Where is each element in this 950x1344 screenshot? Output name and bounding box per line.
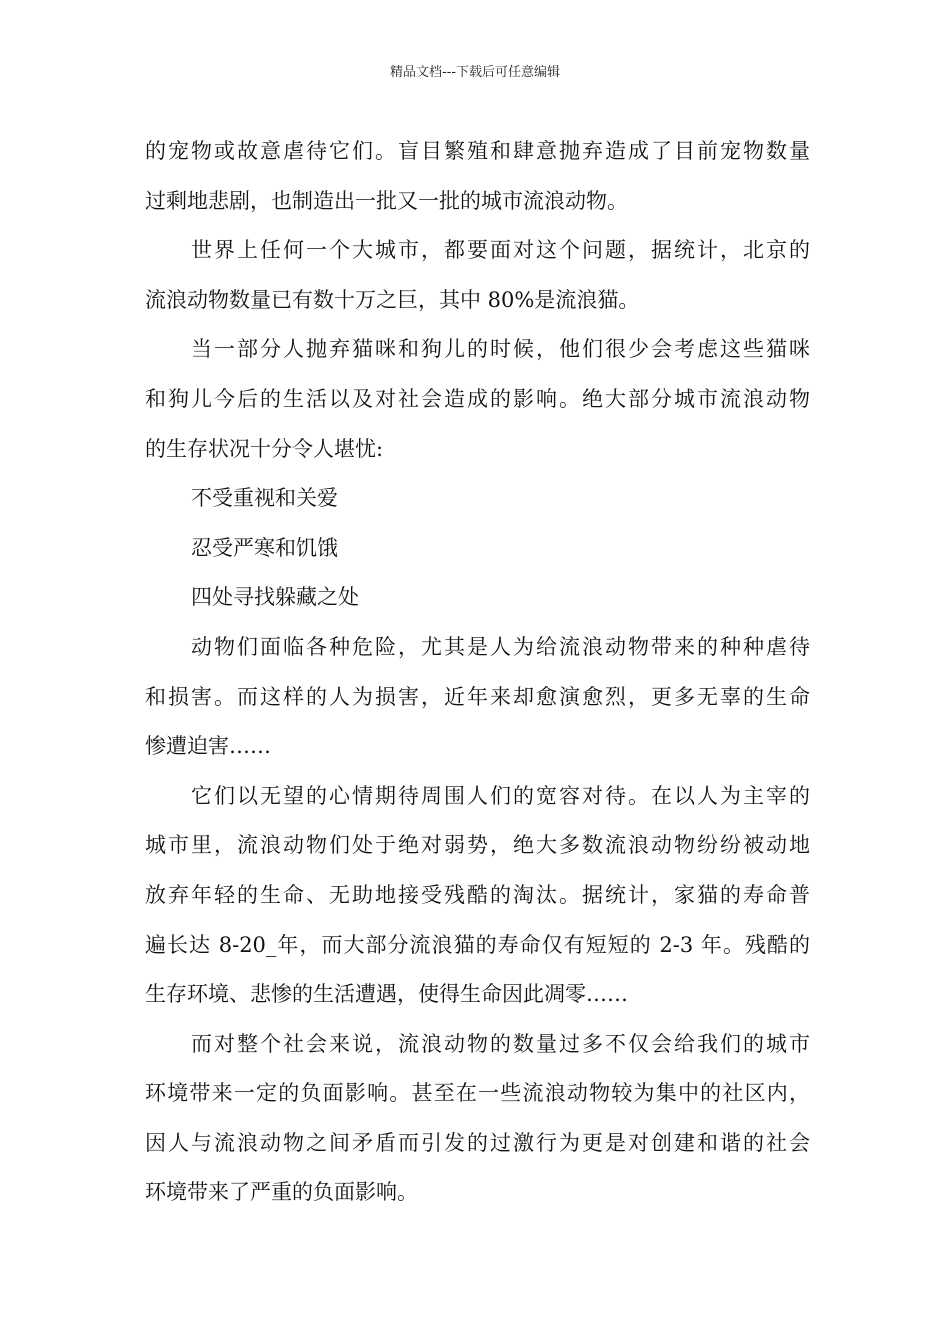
text-line: 遍长达 8-20_年，而大部分流浪猫的寿命仅有短短的 2-3 年。残酷的 <box>145 932 810 957</box>
text-line: 的生存状况十分令人堪忧: <box>145 436 384 461</box>
text-line: 世界上任何一个大城市，都要面对这个问题，据统计，北京的 <box>191 238 810 263</box>
text-line: 当一部分人抛弃猫咪和狗儿的时候，他们很少会考虑这些猫咪 <box>191 337 810 362</box>
text-line: 流浪动物数量已有数十万之巨，其中 80%是流浪猫。 <box>145 287 640 312</box>
text-line: 的宠物或故意虐待它们。盲目繁殖和肆意抛弃造成了目前宠物数量 <box>145 139 810 163</box>
text-line: 环境带来了严重的负面影响。 <box>145 1180 418 1205</box>
text-line: 动物们面临各种危险，尤其是人为给流浪动物带来的种种虐待 <box>191 634 810 659</box>
text-line: 环境带来一定的负面影响。甚至在一些流浪动物较为集中的社区内， <box>145 1081 810 1106</box>
document-body <box>145 127 810 1218</box>
text-line: 生存环境、悲惨的生活遭遇，使得生命因此凋零…… <box>145 982 628 1007</box>
text-line: 惨遭迫害…… <box>145 734 271 759</box>
text-line: 它们以无望的心情期待周围人们的宽容对待。在以人为主宰的 <box>191 783 810 808</box>
text-line: 过剩地悲剧，也制造出一批又一批的城市流浪动物。 <box>145 188 628 213</box>
text-line: 和损害。而这样的人为损害，近年来却愈演愈烈，更多无辜的生命 <box>145 684 810 709</box>
list-item: 忍受严寒和饥饿 <box>191 535 338 560</box>
page-header: 精品文档---下载后可任意编辑 <box>389 65 561 80</box>
list-item: 四处寻找躲藏之处 <box>191 585 359 610</box>
text-line: 城市里，流浪动物们处于绝对弱势，绝大多数流浪动物纷纷被动地 <box>145 833 810 858</box>
text-line: 因人与流浪动物之间矛盾而引发的过激行为更是对创建和谐的社会 <box>145 1130 810 1155</box>
text-line: 和狗儿今后的生活以及对社会造成的影响。绝大部分城市流浪动物 <box>145 386 810 411</box>
text-line: 放弃年轻的生命、无助地接受残酷的淘汰。据统计，家猫的寿命普 <box>145 882 810 907</box>
list-item: 不受重视和关爱 <box>191 486 338 511</box>
text-line: 而对整个社会来说，流浪动物的数量过多不仅会给我们的城市 <box>191 1031 810 1056</box>
